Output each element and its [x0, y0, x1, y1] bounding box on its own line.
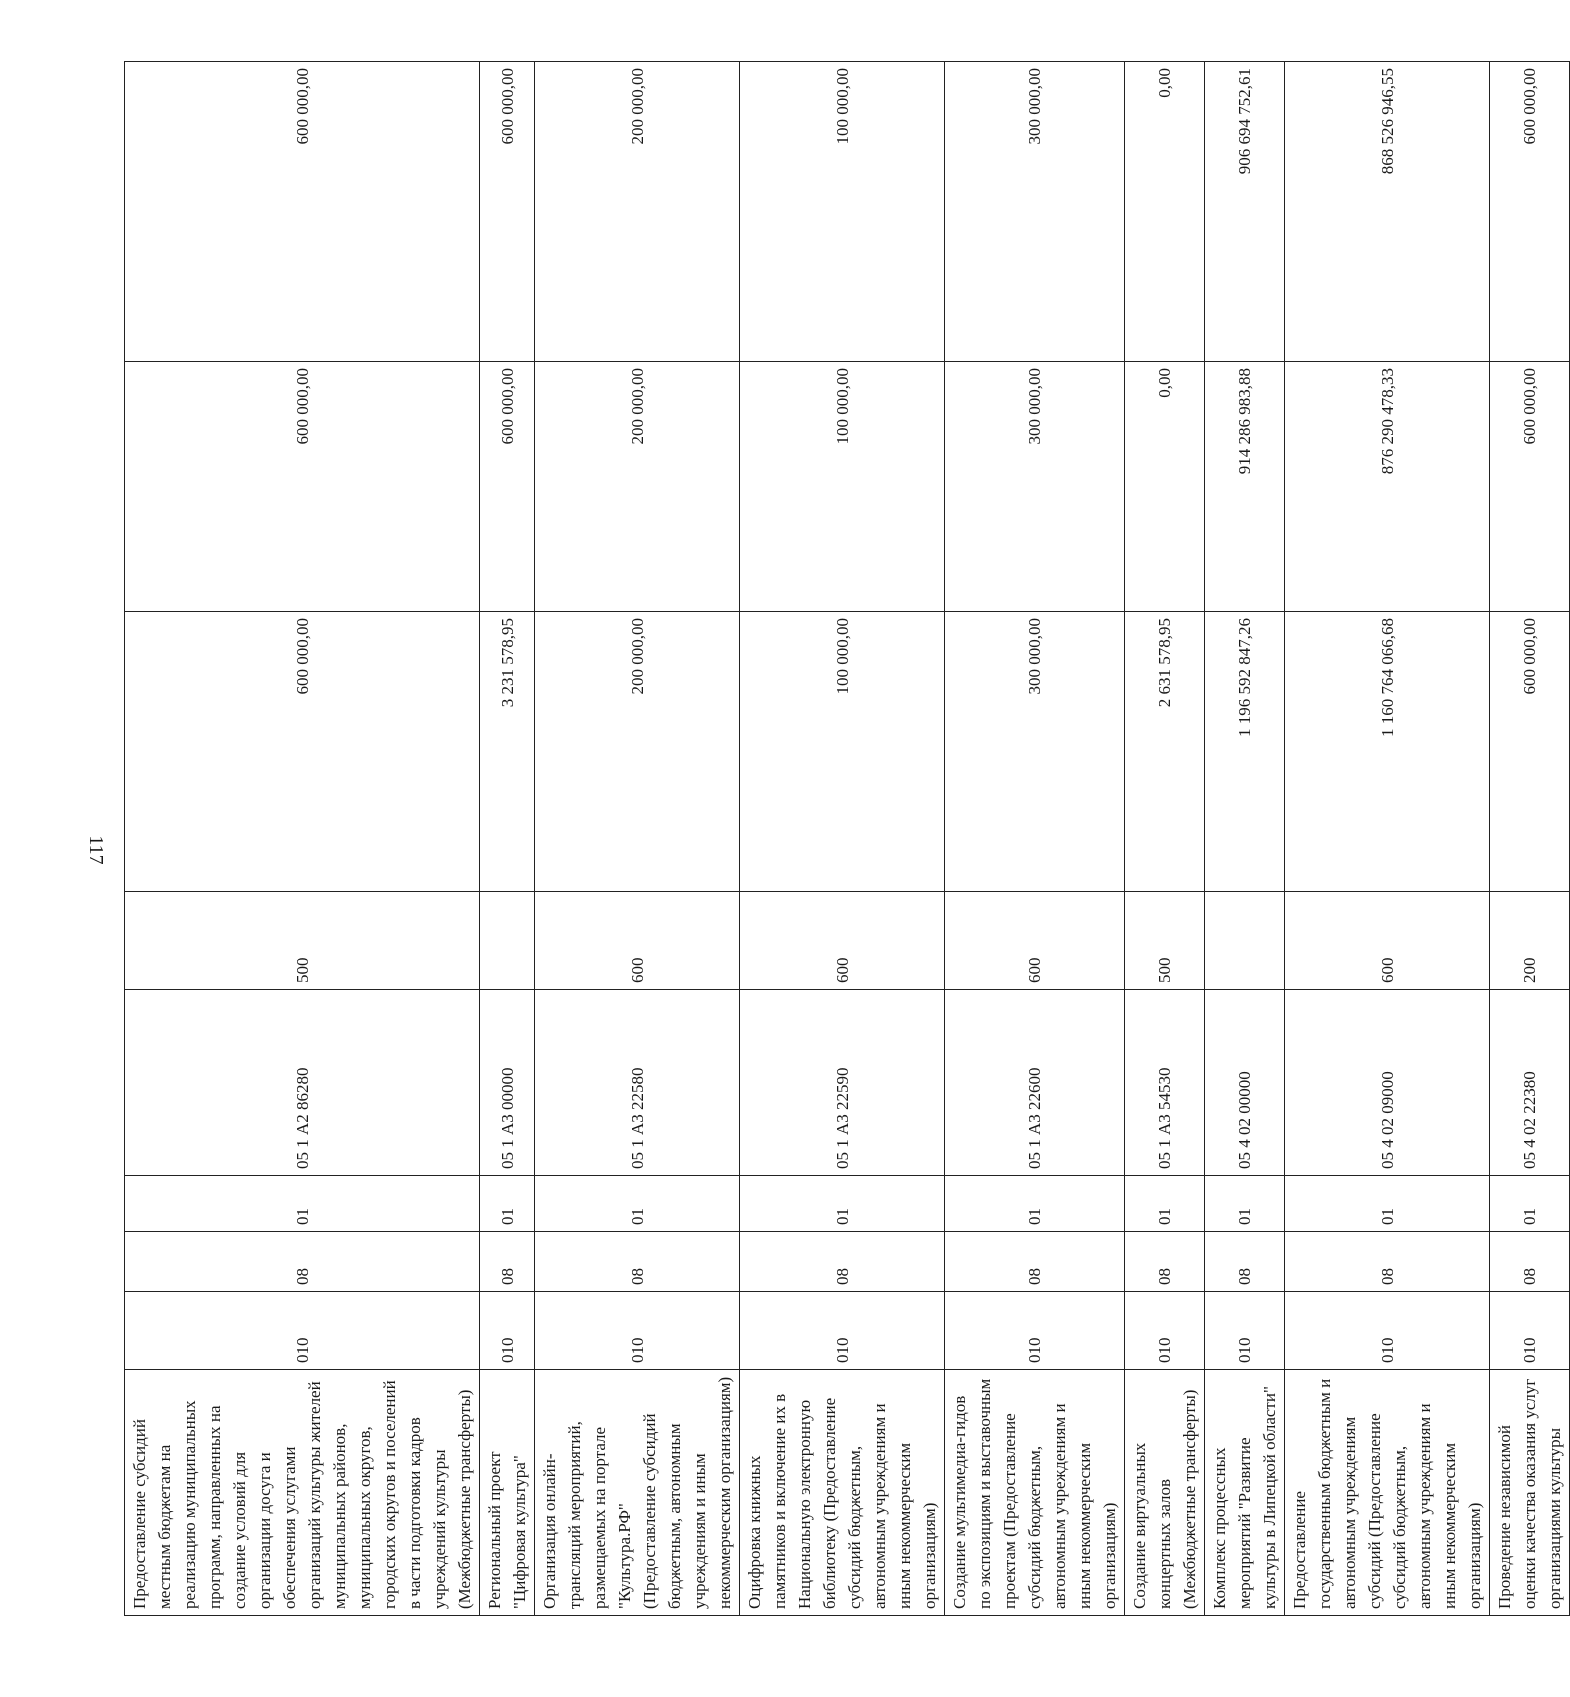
- amount-year-2: 200 000,00: [535, 362, 740, 612]
- budget-table: [124, 61, 1570, 1616]
- subsection-code: 01: [945, 1176, 1125, 1232]
- amount-year-3: 100 000,00: [740, 62, 945, 362]
- target-article-code: 05 1 А3 22590: [740, 990, 945, 1176]
- amount-year-3: 300 000,00: [945, 62, 1125, 362]
- section-code: 08: [1125, 1232, 1205, 1292]
- amount-year-2: 600 000,00: [125, 362, 480, 612]
- table-row: [480, 62, 535, 1616]
- row-description: Создание виртуальных концертных залов (Межбюджетные трансферты): [1125, 1370, 1205, 1616]
- amount-year-3: 906 694 752,61: [1205, 62, 1285, 362]
- ministry-code: 010: [125, 1292, 480, 1370]
- page-number: 117: [85, 835, 107, 865]
- row-description: Организация онлайн-трансляций мероприятий, размещаемых на портале "Культура.РФ" (Предоставление субсидий бюджетным, автономным учреждениям и иным некоммерческим организациям): [535, 1370, 740, 1616]
- table-row: [1490, 62, 1570, 1616]
- ministry-code: 010: [1490, 1292, 1570, 1370]
- table-row: [1205, 62, 1285, 1616]
- subsection-code: 01: [1205, 1176, 1285, 1232]
- amount-year-1: 3 231 578,95: [480, 612, 535, 892]
- table-row: [740, 62, 945, 1616]
- row-description: Предоставление государственным бюджетным и автономным учреждениям субсидий (Предоставление субсидий бюджетным, автономным учреждениям и иным некоммерческим организациям): [1285, 1370, 1490, 1616]
- expense-type-code: [1205, 892, 1285, 990]
- section-code: 08: [125, 1232, 480, 1292]
- section-code: 08: [1205, 1232, 1285, 1292]
- amount-year-3: 600 000,00: [125, 62, 480, 362]
- rotated-table-wrapper: [124, 62, 1564, 1616]
- table-row: [535, 62, 740, 1616]
- target-article-code: 05 1 А2 86280: [125, 990, 480, 1176]
- expense-type-code: 500: [1125, 892, 1205, 990]
- table-row: [945, 62, 1125, 1616]
- amount-year-1: 600 000,00: [1490, 612, 1570, 892]
- amount-year-3: 200 000,00: [535, 62, 740, 362]
- target-article-code: 05 4 02 00000: [1205, 990, 1285, 1176]
- table-row: [125, 62, 480, 1616]
- table-row: [1285, 62, 1490, 1616]
- row-description: Региональный проект "Цифровая культура": [480, 1370, 535, 1616]
- amount-year-1: 1 160 764 066,68: [1285, 612, 1490, 892]
- target-article-code: 05 1 А3 00000: [480, 990, 535, 1176]
- target-article-code: 05 1 А3 54530: [1125, 990, 1205, 1176]
- amount-year-2: 914 286 983,88: [1205, 362, 1285, 612]
- expense-type-code: 600: [740, 892, 945, 990]
- amount-year-1: 300 000,00: [945, 612, 1125, 892]
- subsection-code: 01: [125, 1176, 480, 1232]
- section-code: 08: [1490, 1232, 1570, 1292]
- amount-year-3: 600 000,00: [480, 62, 535, 362]
- subsection-code: 01: [1125, 1176, 1205, 1232]
- expense-type-code: 500: [125, 892, 480, 990]
- expense-type-code: 600: [535, 892, 740, 990]
- amount-year-1: 1 196 592 847,26: [1205, 612, 1285, 892]
- amount-year-2: 600 000,00: [480, 362, 535, 612]
- ministry-code: 010: [740, 1292, 945, 1370]
- subsection-code: 01: [535, 1176, 740, 1232]
- subsection-code: 01: [740, 1176, 945, 1232]
- section-code: 08: [945, 1232, 1125, 1292]
- row-description: Предоставление субсидий местным бюджетам на реализацию муниципальных программ, направленных на создание условий для организации досуга и обеспечения услугами организаций культуры жителей муниципальных районов, муниципальных округов, городских округов и поселений в части подготовки кадров учреждений культуры (Межбюджетные трансферты): [125, 1370, 480, 1616]
- target-article-code: 05 1 А3 22580: [535, 990, 740, 1176]
- amount-year-1: 600 000,00: [125, 612, 480, 892]
- amount-year-2: 0,00: [1125, 362, 1205, 612]
- section-code: 08: [1285, 1232, 1490, 1292]
- amount-year-1: 200 000,00: [535, 612, 740, 892]
- amount-year-2: 876 290 478,33: [1285, 362, 1490, 612]
- table-row: [1125, 62, 1205, 1616]
- subsection-code: 01: [480, 1176, 535, 1232]
- amount-year-3: 868 526 946,55: [1285, 62, 1490, 362]
- amount-year-2: 300 000,00: [945, 362, 1125, 612]
- ministry-code: 010: [1285, 1292, 1490, 1370]
- amount-year-2: 100 000,00: [740, 362, 945, 612]
- table-body: [125, 62, 1570, 1616]
- row-description: Комплекс процессных мероприятий "Развитие культуры в Липецкой области": [1205, 1370, 1285, 1616]
- target-article-code: 05 4 02 09000: [1285, 990, 1490, 1176]
- amount-year-3: 0,00: [1125, 62, 1205, 362]
- ministry-code: 010: [480, 1292, 535, 1370]
- row-description: Создание мультимедиа-гидов по экспозициям и выставочным проектам (Предоставление субсидий бюджетным, автономным учреждениям и иным некоммерческим организациям): [945, 1370, 1125, 1616]
- amount-year-2: 600 000,00: [1490, 362, 1570, 612]
- subsection-code: 01: [1490, 1176, 1570, 1232]
- subsection-code: 01: [1285, 1176, 1490, 1232]
- target-article-code: 05 4 02 22380: [1490, 990, 1570, 1176]
- expense-type-code: 600: [945, 892, 1125, 990]
- ministry-code: 010: [945, 1292, 1125, 1370]
- target-article-code: 05 1 А3 22600: [945, 990, 1125, 1176]
- ministry-code: 010: [1205, 1292, 1285, 1370]
- expense-type-code: 200: [1490, 892, 1570, 990]
- amount-year-3: 600 000,00: [1490, 62, 1570, 362]
- amount-year-1: 2 631 578,95: [1125, 612, 1205, 892]
- amount-year-1: 100 000,00: [740, 612, 945, 892]
- ministry-code: 010: [1125, 1292, 1205, 1370]
- row-description: Проведение независимой оценки качества оказания услуг организациями культуры: [1490, 1370, 1570, 1616]
- section-code: 08: [535, 1232, 740, 1292]
- expense-type-code: [480, 892, 535, 990]
- section-code: 08: [740, 1232, 945, 1292]
- ministry-code: 010: [535, 1292, 740, 1370]
- expense-type-code: 600: [1285, 892, 1490, 990]
- row-description: Оцифровка книжных памятников и включение их в Национальную электронную библиотеку (Предоставление субсидий бюджетным, автономным учреждениям и иным некоммерческим организациям): [740, 1370, 945, 1616]
- section-code: 08: [480, 1232, 535, 1292]
